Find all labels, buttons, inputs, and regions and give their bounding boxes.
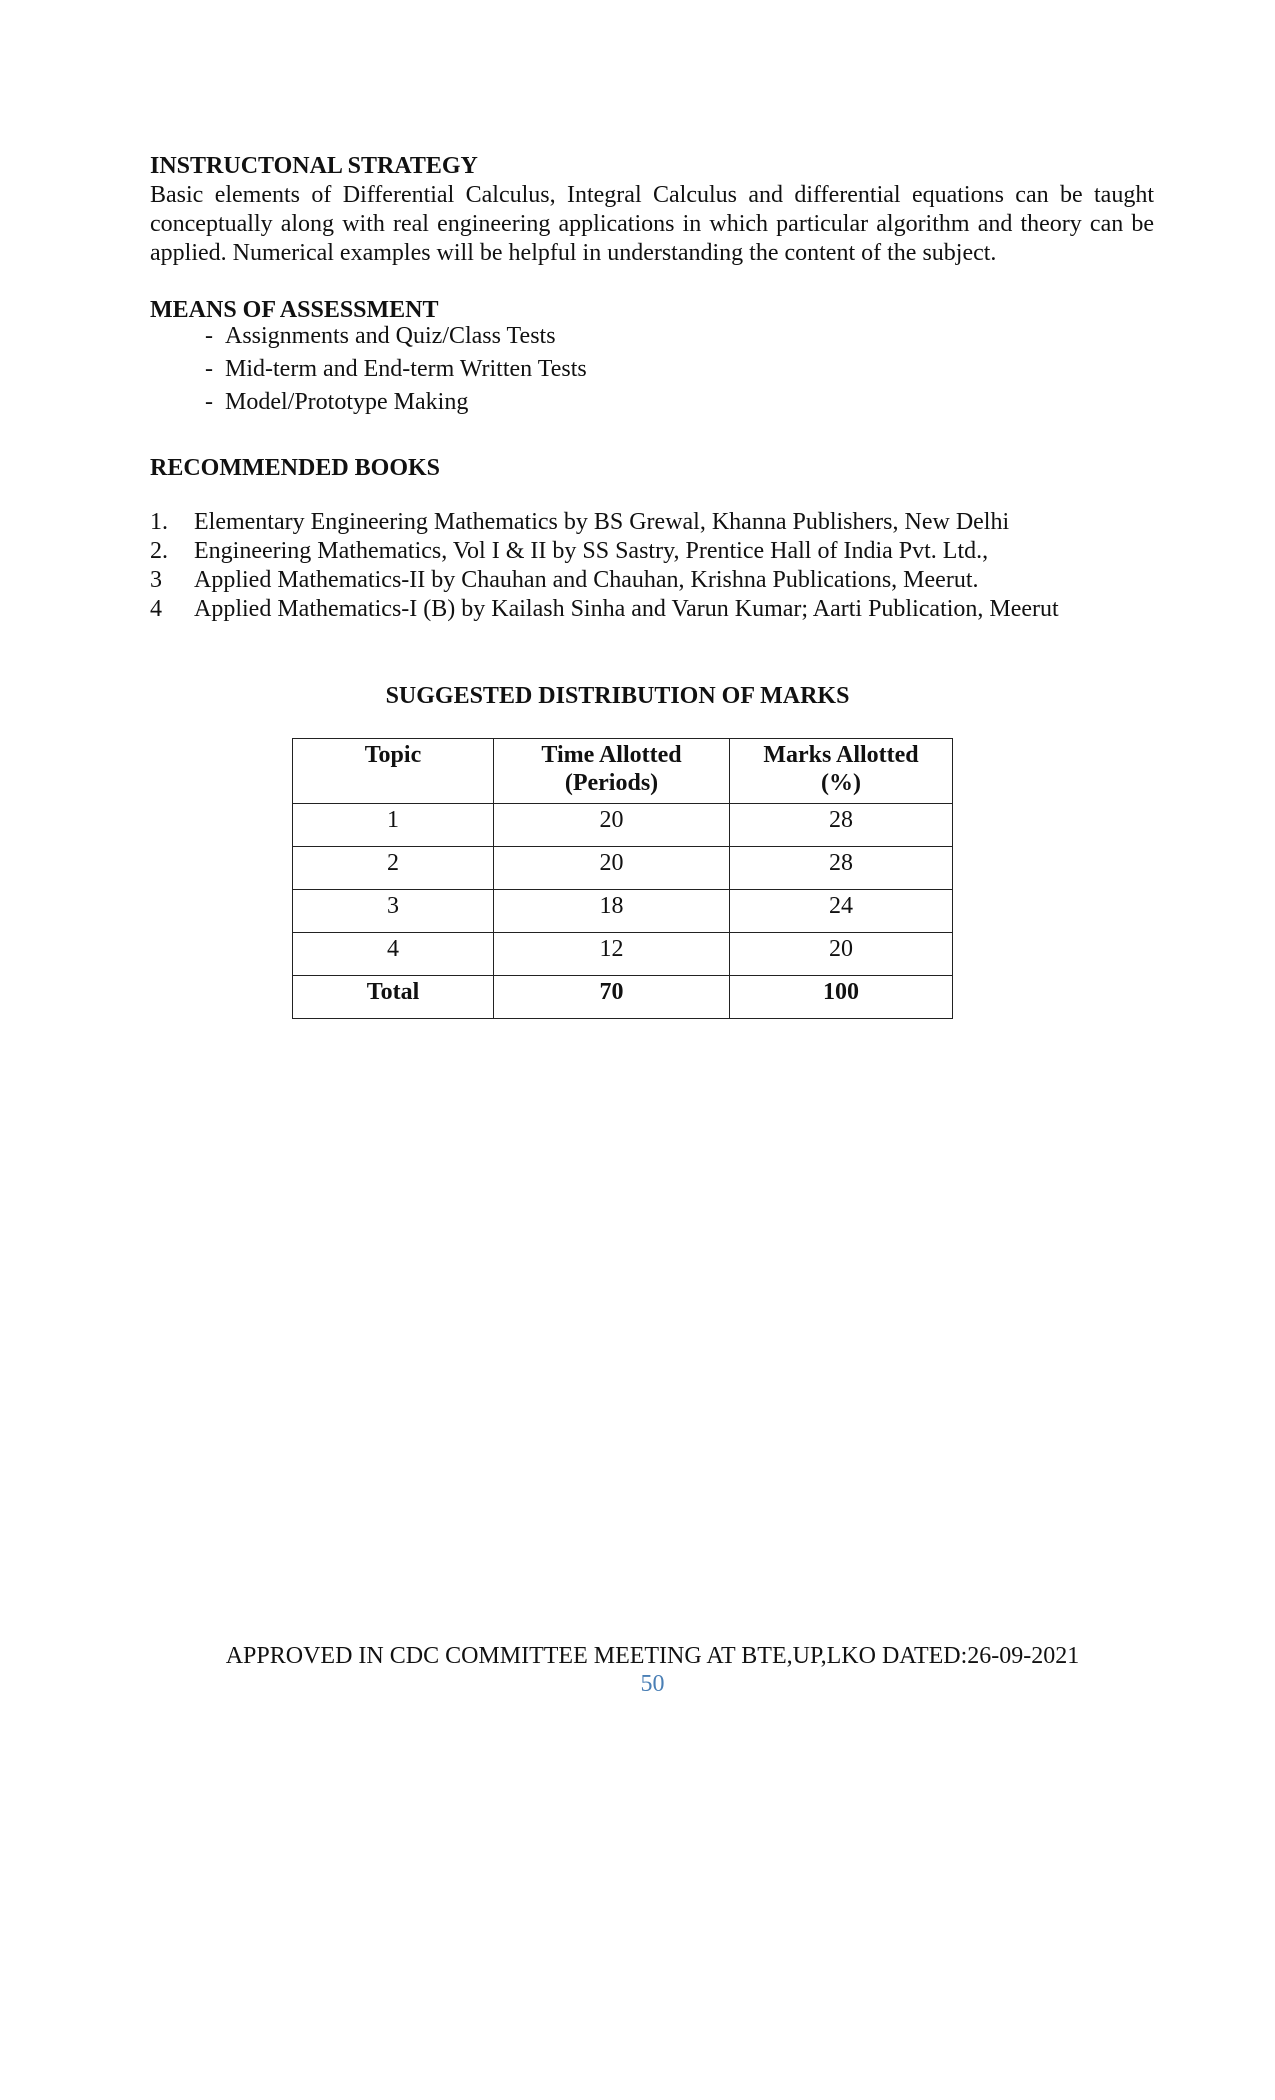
book-text: Applied Mathematics-I (B) by Kailash Sinha and Varun Kumar; Aarti Publication, Meerut bbox=[194, 596, 1059, 622]
cell-time: 20 bbox=[494, 804, 730, 847]
cell-marks: 20 bbox=[730, 933, 953, 976]
cell-time: 20 bbox=[494, 847, 730, 890]
header-topic bbox=[293, 739, 494, 804]
cell-total-marks: 100 bbox=[730, 976, 953, 1019]
cell-topic: 2 bbox=[293, 847, 494, 890]
book-number: 4 bbox=[150, 596, 162, 622]
header-marks-line2: (%) bbox=[821, 770, 861, 796]
cell-time: 18 bbox=[494, 890, 730, 933]
recommended-books-heading: RECOMMENDED BOOKS bbox=[150, 455, 441, 481]
table-row bbox=[293, 890, 953, 933]
cell-topic: 4 bbox=[293, 933, 494, 976]
cell-marks: 28 bbox=[730, 847, 953, 890]
cell-total-label: Total bbox=[293, 976, 494, 1019]
approval-footer: APPROVED IN CDC COMMITTEE MEETING AT BTE,UP,LKO DATED:26-09-2021 bbox=[225, 1643, 1080, 1669]
instructional-strategy-text: Basic elements of Differential Calculus, Integral Calculus and differential equations can be taught conceptually along with real engineering applications in which particular algorithm and theory can be applied. Numerical examples will be helpful in understanding the content of the subject. bbox=[150, 182, 1154, 266]
assessment-item-text: Mid-term and End-term Written Tests bbox=[225, 356, 587, 382]
book-number: 2. bbox=[150, 538, 168, 564]
table-row bbox=[293, 804, 953, 847]
books-list bbox=[150, 508, 1059, 624]
book-item bbox=[150, 566, 1059, 595]
cell-topic: 1 bbox=[293, 804, 494, 847]
page-number: 50 bbox=[640, 1671, 665, 1697]
header-time-line2: (Periods) bbox=[564, 770, 659, 796]
table-row bbox=[293, 933, 953, 976]
header-time-allotted bbox=[494, 739, 730, 804]
book-text: Applied Mathematics-II by Chauhan and Chauhan, Krishna Publications, Meerut. bbox=[194, 567, 979, 593]
cell-topic: 3 bbox=[293, 890, 494, 933]
book-text: Engineering Mathematics, Vol I & II by SS Sastry, Prentice Hall of India Pvt. Ltd., bbox=[194, 538, 989, 564]
header-time-line1: Time Allotted bbox=[541, 742, 682, 768]
book-number: 1. bbox=[150, 509, 168, 535]
cell-marks: 28 bbox=[730, 804, 953, 847]
table-header-row bbox=[293, 739, 953, 804]
book-number: 3 bbox=[150, 567, 162, 593]
header-marks-line1: Marks Allotted bbox=[763, 742, 919, 768]
book-item bbox=[150, 537, 1059, 566]
book-item bbox=[150, 508, 1059, 537]
header-topic-label: Topic bbox=[364, 742, 422, 768]
assessment-item: - Model/Prototype Making bbox=[205, 389, 469, 415]
table-row bbox=[293, 847, 953, 890]
assessment-item-text: Model/Prototype Making bbox=[225, 389, 469, 415]
instructional-strategy-heading: INSTRUCTONAL STRATEGY bbox=[150, 153, 478, 179]
cell-total-time: 70 bbox=[494, 976, 730, 1019]
table-total-row bbox=[293, 976, 953, 1019]
cell-marks: 24 bbox=[730, 890, 953, 933]
marks-distribution-table bbox=[292, 738, 953, 1019]
marks-table-title: SUGGESTED DISTRIBUTION OF MARKS bbox=[385, 683, 850, 709]
assessment-list bbox=[205, 322, 587, 421]
header-marks-allotted bbox=[730, 739, 953, 804]
book-item bbox=[150, 595, 1059, 624]
means-of-assessment-heading: MEANS OF ASSESSMENT bbox=[150, 297, 439, 323]
book-text: Elementary Engineering Mathematics by BS Grewal, Khanna Publishers, New Delhi bbox=[194, 509, 1010, 535]
assessment-item-text: Assignments and Quiz/Class Tests bbox=[225, 323, 556, 349]
assessment-item: - Assignments and Quiz/Class Tests bbox=[205, 323, 556, 349]
cell-time: 12 bbox=[494, 933, 730, 976]
assessment-item: - Mid-term and End-term Written Tests bbox=[205, 356, 587, 382]
